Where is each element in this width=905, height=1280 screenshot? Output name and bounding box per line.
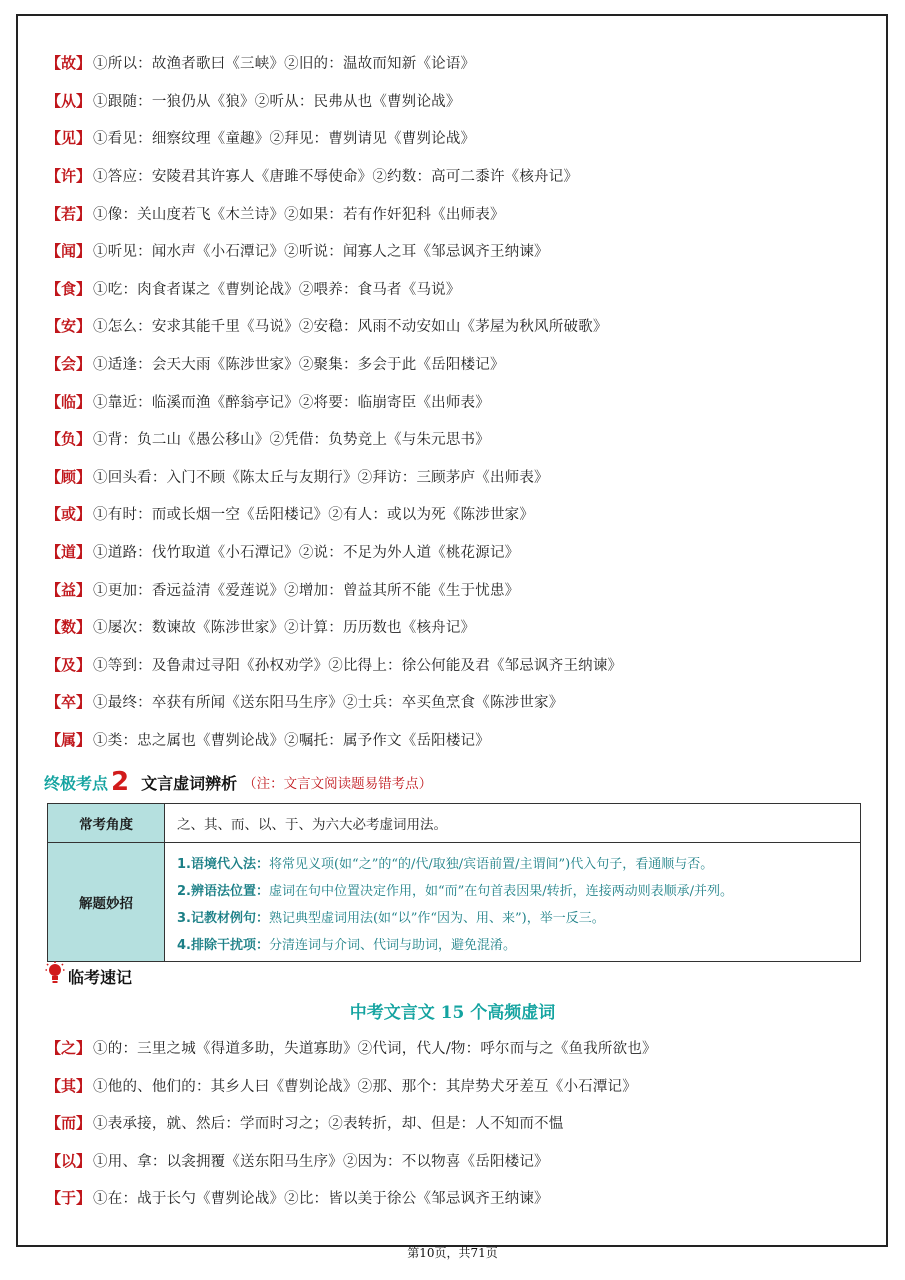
entry-row (46, 1142, 866, 1180)
definitions: ①道路：伐竹取道《小石潭记》②说：不足为外人道《桃花源记》 (93, 545, 520, 562)
headword: 以 (61, 1151, 77, 1170)
tip-item (177, 930, 850, 957)
definitions: ①屡次：数谏故《陈涉世家》②计算：历历数也《核舟记》 (93, 620, 476, 637)
bracket-close: 】 (76, 129, 92, 148)
quick-memo-label: 临考速记 (68, 967, 133, 987)
definitions: ①像：关山度若飞《木兰诗》②如果：若有作奸犯科《出师表》 (93, 206, 505, 223)
bracket-open: 【 (46, 505, 62, 524)
bracket-close: 】 (76, 279, 92, 298)
bracket-close: 】 (76, 655, 92, 674)
definitions: ①最终：卒获有所闻《送东阳马生序》②士兵：卒买鱼烹食《陈涉世家》 (93, 695, 564, 712)
bracket-open: 【 (46, 1189, 62, 1208)
headword: 若 (61, 204, 77, 223)
entry-row (46, 646, 866, 684)
entry-row (46, 194, 866, 232)
entry-row (46, 721, 866, 759)
word-list-bottom (46, 1029, 866, 1217)
headword: 道 (61, 543, 77, 562)
bracket-close: 】 (76, 580, 92, 599)
bracket-close: 】 (76, 242, 92, 261)
headword: 见 (61, 129, 77, 148)
headword: 益 (61, 580, 77, 599)
headword: 会 (61, 355, 77, 374)
bracket-open: 【 (46, 355, 62, 374)
bracket-open: 【 (46, 204, 62, 223)
tips-cell (165, 843, 861, 962)
bracket-close: 】 (76, 467, 92, 486)
bracket-open: 【 (46, 618, 62, 637)
definitions: ①所以：故渔者歌曰《三峡》②旧的：温故而知新《论语》 (93, 56, 476, 73)
bracket-close: 】 (76, 355, 92, 374)
headword: 安 (61, 317, 77, 336)
entry-row (46, 44, 866, 82)
entry-row (46, 495, 866, 533)
tip-text: 将常见义项(如“之”的“的/代/取独/宾语前置/主谓间”)代入句子，看通顺与否。 (268, 857, 714, 872)
table-row (48, 804, 861, 843)
section-heading (44, 763, 432, 801)
bracket-close: 】 (76, 1076, 92, 1095)
definitions: ①的：三里之城《得道多助，失道寡助》②代词，代人/物：呼尔而与之《鱼我所欲也》 (93, 1041, 657, 1058)
headword: 从 (61, 91, 77, 110)
section-note: （注：文言文阅读题易错考点） (243, 776, 433, 792)
bracket-close: 】 (76, 204, 92, 223)
entry-row (46, 683, 866, 721)
headword: 于 (61, 1189, 77, 1208)
definitions: ①靠近：临溪而渔《醉翁亭记》②将要：临崩寄臣《出师表》 (93, 394, 490, 411)
definitions: ①看见：细察纹理《童趣》②拜见：曹刿请见《曹刿论战》 (93, 131, 476, 148)
bracket-open: 【 (46, 693, 62, 712)
page-number: 第10页，共71页 (407, 1246, 498, 1260)
quick-memo-heading (45, 961, 132, 991)
subheading: 中考文言文 15 个高频虚词 (349, 1003, 556, 1023)
bracket-close: 】 (76, 1189, 92, 1208)
definitions: ①答应：安陵君其许寡人《唐雎不辱使命》②约数：高可二黍许《核舟记》 (93, 169, 579, 186)
section-title: 文言虚词辨析 (141, 773, 238, 793)
bracket-open: 【 (46, 1039, 62, 1058)
definitions: ①吃：肉食者谋之《曹刿论战》②喂养：食马者《马说》 (93, 281, 461, 298)
tip-item (177, 849, 850, 876)
bracket-close: 】 (76, 693, 92, 712)
bracket-close: 】 (76, 543, 92, 562)
entry-row (46, 420, 866, 458)
headword: 临 (61, 392, 77, 411)
definitions: ①有时：而或长烟一空《岳阳楼记》②有人：或以为死《陈涉世家》 (93, 507, 535, 524)
entry-row (46, 1104, 866, 1142)
tip-item (177, 876, 850, 903)
headword: 顾 (61, 467, 77, 486)
bracket-close: 】 (76, 430, 92, 449)
tip-text: 虚词在句中位置决定作用，如“而”在句首表因果/转折，连接两动则表顺承/并列。 (268, 884, 734, 899)
entry-row (46, 119, 866, 157)
bracket-open: 【 (46, 91, 62, 110)
bracket-open: 【 (46, 430, 62, 449)
entry-row (46, 382, 866, 420)
word-list-top (46, 44, 866, 758)
bracket-open: 【 (46, 317, 62, 336)
entry-row (46, 270, 866, 308)
definitions: ①背：负二山《愚公移山》②凭借：负势竞上《与朱元思书》 (93, 432, 490, 449)
definitions: ①在：战于长勺《曹刿论战》②比：皆以美于徐公《邹忌讽齐王纳谏》 (93, 1191, 549, 1208)
definitions: ①回头看：入门不顾《陈太丘与友期行》②拜访：三顾茅庐《出师表》 (93, 469, 549, 486)
tip-text: 熟记典型虚词用法(如“以”作“因为、用、来”)，举一反三。 (268, 911, 605, 926)
entry-row (46, 570, 866, 608)
headword: 而 (61, 1114, 77, 1133)
headword: 或 (61, 505, 77, 524)
bracket-open: 【 (46, 543, 62, 562)
headword: 食 (61, 279, 77, 298)
bracket-close: 】 (76, 1151, 92, 1170)
tip-label: 3.记教材例句： (177, 911, 269, 926)
row-header-tips: 解题妙招 (48, 843, 165, 962)
headword: 闻 (61, 242, 77, 261)
method-table (47, 803, 861, 962)
bracket-open: 【 (46, 129, 62, 148)
definitions: ①听见：闻水声《小石潭记》②听说：闻寡人之耳《邹忌讽齐王纳谏》 (93, 244, 549, 261)
definitions: ①类：忠之属也《曹刿论战》②嘱托：属予作文《岳阳楼记》 (93, 732, 490, 749)
bracket-open: 【 (46, 167, 62, 186)
tip-label: 2.辨语法位置： (177, 884, 269, 899)
headword: 负 (61, 430, 77, 449)
bracket-close: 】 (76, 618, 92, 637)
bracket-close: 】 (76, 1114, 92, 1133)
section-number: 2 (111, 767, 130, 797)
entry-row (46, 1179, 866, 1217)
bracket-open: 【 (46, 392, 62, 411)
bracket-open: 【 (46, 54, 62, 73)
headword: 属 (61, 730, 77, 749)
headword: 卒 (61, 693, 77, 712)
lightbulb-icon (45, 961, 65, 991)
bracket-open: 【 (46, 730, 62, 749)
tip-label: 4.排除干扰项： (177, 938, 269, 953)
bracket-close: 】 (76, 505, 92, 524)
bracket-open: 【 (46, 242, 62, 261)
entry-row (46, 157, 866, 195)
tip-item (177, 903, 850, 930)
bracket-open: 【 (46, 1076, 62, 1095)
definitions: ①更加：香远益清《爱莲说》②增加：曾益其所不能《生于忧患》 (93, 582, 520, 599)
bracket-close: 】 (76, 1039, 92, 1058)
table-row (48, 843, 861, 962)
bracket-close: 】 (76, 167, 92, 186)
headword: 数 (61, 618, 77, 637)
entry-row (46, 1029, 866, 1067)
entry-row (46, 608, 866, 646)
entry-row (46, 1067, 866, 1105)
bracket-close: 】 (76, 54, 92, 73)
entry-row (46, 82, 866, 120)
headword: 及 (61, 655, 77, 674)
headword: 之 (61, 1039, 77, 1058)
headword: 故 (61, 54, 77, 73)
bracket-close: 】 (76, 730, 92, 749)
entry-row (46, 458, 866, 496)
bracket-close: 】 (76, 392, 92, 411)
section-label: 终极考点 (44, 773, 109, 793)
definitions: ①怎么：安求其能千里《马说》②安稳：风雨不动安如山《茅屋为秋风所破歌》 (93, 319, 608, 336)
definitions: ①跟随：一狼仍从《狼》②听从：民弗从也《曹刿论战》 (93, 93, 461, 110)
definitions: ①用、拿：以衾拥覆《送东阳马生序》②因为：不以物喜《岳阳楼记》 (93, 1153, 549, 1170)
entry-row (46, 533, 866, 571)
tip-text: 分清连词与介词、代词与助词，避免混淆。 (268, 938, 516, 953)
entry-row (46, 232, 866, 270)
bracket-close: 】 (76, 317, 92, 336)
entry-row (46, 307, 866, 345)
tip-label: 1.语境代入法： (177, 857, 269, 872)
bracket-open: 【 (46, 580, 62, 599)
definitions: ①表承接，就、然后：学而时习之；②表转折，却、但是：人不知而不愠 (93, 1116, 564, 1133)
definitions: ①适逢：会天大雨《陈涉世家》②聚集：多会于此《岳阳楼记》 (93, 357, 505, 374)
bracket-open: 【 (46, 655, 62, 674)
entry-row (46, 345, 866, 383)
bracket-close: 】 (76, 91, 92, 110)
bracket-open: 【 (46, 1114, 62, 1133)
row-body-angle: 之、其、而、以、于、为六大必考虚词用法。 (165, 804, 861, 843)
bracket-open: 【 (46, 279, 62, 298)
definitions: ①他的、他们的：其乡人曰《曹刿论战》②那、那个：其岸势犬牙差互《小石潭记》 (93, 1078, 637, 1095)
definitions: ①等到：及鲁肃过寻阳《孙权劝学》②比得上：徐公何能及君《邹忌讽齐王纳谏》 (93, 657, 623, 674)
bracket-open: 【 (46, 467, 62, 486)
row-header-angle: 常考角度 (48, 804, 165, 843)
bracket-open: 【 (46, 1151, 62, 1170)
headword: 其 (61, 1076, 77, 1095)
headword: 许 (61, 167, 77, 186)
